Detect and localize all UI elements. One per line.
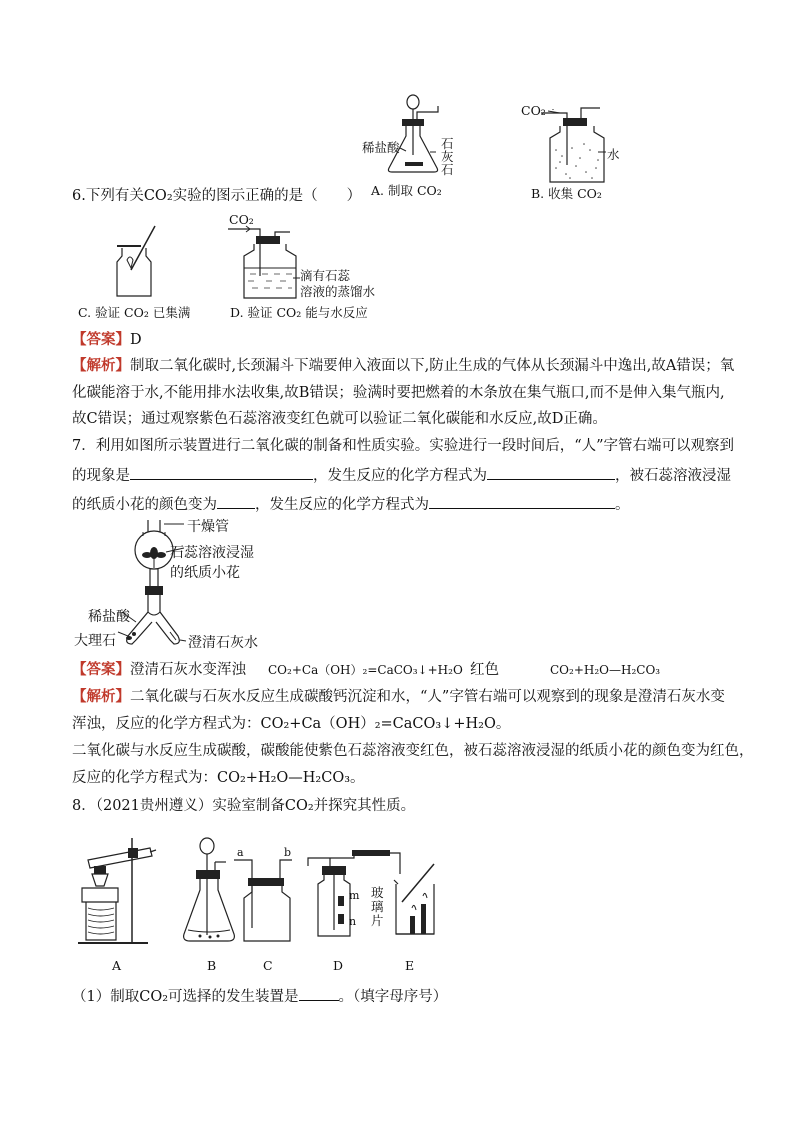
q7-analysis-2: 浑浊，反应的化学方程式为：CO₂+Ca（OH）₂=CaCO₃↓+H₂O。 [72, 716, 511, 732]
analysis-tag: 【解析】 [72, 688, 130, 705]
q8-label-n: n [349, 915, 357, 928]
q7-line-2a: 的现象是 [72, 468, 130, 484]
q8-caption-c: C [263, 958, 273, 973]
fig-b-gas-label: CO₂ [521, 103, 546, 118]
q7-analysis-3: 二氧化碳与水反应生成碳酸，碳酸能使紫色石蕊溶液变红色，被石蕊溶液浸湿的纸质小花的颜色变为红色， [72, 743, 754, 759]
q8-sub-1b: 。（填字母序号） [338, 989, 448, 1005]
q8-sub-1 [72, 986, 447, 1007]
fig-b-caption: B. 收集 CO₂ [531, 186, 602, 201]
q7-line-2b: ，发生反应的化学方程式为 [313, 468, 487, 484]
q7-line-3c: 。 [615, 497, 630, 513]
q8-caption-e: E [405, 958, 415, 973]
q7-analysis-text-1: 二氧化碳与石灰水反应生成碳酸钙沉淀和水，“人”字管右端可以观察到的现象是澄清石灰水变 [130, 689, 725, 705]
q8-label-b: b [284, 846, 292, 859]
q8-label-a: a [237, 846, 244, 859]
q6-answer-value: D [130, 332, 142, 348]
q7-flower-label-2: 的纸质小花 [170, 565, 240, 581]
q7-acid-label: 稀盐酸 [88, 609, 130, 625]
q7-answer-3: 红色 [470, 662, 499, 678]
answer-blank-5[interactable] [299, 986, 339, 1001]
q7-answer-2: CO₂+Ca（OH）₂=CaCO₃↓+H₂O [268, 663, 463, 677]
fig-d-liquid-label-2: 溶液的蒸馏水 [300, 284, 376, 299]
q7-dry-tube-label: 干燥管 [187, 519, 229, 535]
q7-marble-label: 大理石 [74, 633, 116, 649]
fig-d-gas-label: CO₂ [229, 212, 254, 227]
q8-caption-d: D [333, 958, 344, 973]
q6-question: 6.下列有关CO₂实验的图示正确的是（ ） [72, 188, 362, 204]
fig-c-caption: C. 验证 CO₂ 已集满 [78, 305, 191, 320]
q7-flower-label-1: 石蕊溶液浸湿 [170, 545, 254, 561]
fig-a-acid-label: 稀盐酸 [362, 140, 400, 155]
q8-caption-b: B [207, 958, 217, 973]
q8-label-m: m [349, 889, 360, 902]
answer-tag: 【答案】 [72, 661, 130, 678]
q6-analysis-3: 故C错误；通过观察紫色石蕊溶液变红色就可以验证二氧化碳能和水反应,故D正确。 [72, 411, 607, 427]
fig-d-caption: D. 验证 CO₂ 能与水反应 [230, 305, 368, 320]
q6-analysis-2: 化碳能溶于水,不能用排水法收集,故B错误；验满时要把燃着的木条放在集气瓶口,而不是伸入集气瓶内, [72, 385, 725, 401]
fig-a-caption: A. 制取 CO₂ [371, 183, 442, 198]
q7-limewater-label: 澄清石灰水 [188, 635, 258, 651]
q8-caption-a: A [112, 958, 122, 973]
fig-b-water-label: 水 [607, 147, 620, 162]
q7-line-3b: ，发生反应的化学方程式为 [255, 497, 429, 513]
q7-line-1: 7．利用如图所示装置进行二氧化碳的制备和性质实验。实验进行一段时间后，“人”字管右端可以观察到 [72, 438, 735, 454]
q7-answer-1: 澄清石灰水变浑浊 [130, 662, 246, 678]
analysis-tag: 【解析】 [72, 357, 130, 374]
q8-title: 8．（2021贵州遵义）实验室制备CO₂并探究其性质。 [72, 798, 416, 814]
q6-analysis-text-1: 制取二氧化碳时,长颈漏斗下端要伸入液面以下,防止生成的气体从长颈漏斗中逸出,故A错误；氧 [130, 358, 735, 374]
fig-a-stone-label: 石灰石 [441, 136, 454, 177]
q7-line-2c: ，被石蕊溶液浸湿 [615, 468, 731, 484]
answer-tag: 【答案】 [72, 331, 130, 348]
q7-analysis-4: 反应的化学方程式为：CO₂+H₂O—H₂CO₃。 [72, 770, 365, 786]
q7-answer-4: CO₂+H₂O—H₂CO₃ [550, 663, 661, 677]
q8-label-glass: 玻璃片 [371, 885, 384, 928]
fig-d-liquid-label-1: 滴有石蕊 [300, 268, 351, 283]
q7-line-3a: 的纸质小花的颜色变为 [72, 497, 217, 513]
q8-sub-1a: （1）制取CO₂可选择的发生装置是 [72, 989, 299, 1005]
